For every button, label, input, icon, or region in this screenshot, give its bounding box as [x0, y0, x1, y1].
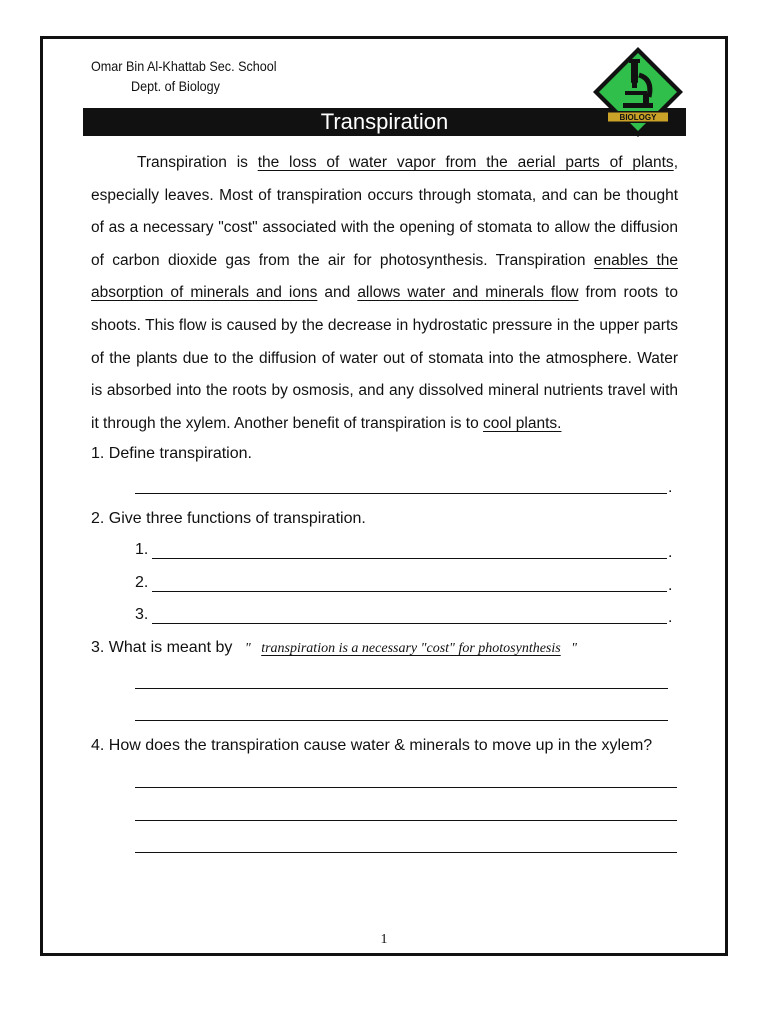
- quoted-statement: transpiration is a necessary "cost" for photosynthesis: [261, 641, 561, 656]
- question-2: 2. Give three functions of transpiration.: [91, 510, 366, 527]
- answer-line-q3-2[interactable]: [135, 720, 668, 721]
- question-1: 1. Define transpiration.: [91, 445, 252, 462]
- passage-text: and: [317, 284, 358, 302]
- department-name: Dept. of Biology: [131, 78, 220, 94]
- passage-text: Transpiration is: [137, 154, 258, 171]
- answer-line-q4-3[interactable]: [135, 852, 677, 853]
- function-number-1: 1.: [135, 541, 149, 558]
- line-period: .: [668, 479, 673, 496]
- answer-line-q4-2[interactable]: [135, 820, 677, 821]
- quote-open: ": [244, 641, 251, 656]
- passage-text: from roots to shoots. This flow is caused by the decrease in hydrostatic pressure in the upper parts of the plants due to the diffusion of water out of stomata into the atmosphere. Water is absorbed into the roots by osmosis, and any dissolved mineral nutrients travel with it through the xylem. Another benefit of transpiration is to: [91, 284, 678, 432]
- line-period: .: [668, 609, 673, 626]
- function-number-3: 3.: [135, 606, 149, 623]
- answer-line-q2-3[interactable]: [152, 623, 667, 624]
- question-3: [91, 638, 577, 659]
- answer-line-q2-1[interactable]: [152, 558, 667, 559]
- passage-text: , especially leaves. Most of transpiration occurs through stomata, and can be thought of as a necessary "cost" associated with the opening of stomata to allow the diffusion of carbon dioxide gas from the air for photosynthesis. Transpiration: [91, 154, 678, 269]
- answer-line-q4-1[interactable]: [135, 787, 677, 788]
- reading-passage: [91, 147, 678, 440]
- page-title: Transpiration: [320, 109, 449, 134]
- logo-label: BIOLOGY: [619, 113, 657, 122]
- question-3-prefix: 3. What is meant by: [91, 639, 233, 656]
- question-4: 4. How does the transpiration cause water & minerals to move up in the xylem?: [91, 737, 653, 754]
- quote-close: ": [571, 641, 578, 656]
- biology-logo: [591, 45, 685, 139]
- school-name: Omar Bin Al-Khattab Sec. School: [91, 58, 277, 74]
- line-period: .: [668, 577, 673, 594]
- line-period: .: [668, 544, 673, 561]
- passage-underline-cool: cool plants.: [483, 414, 562, 432]
- function-number-2: 2.: [135, 574, 149, 591]
- passage-underline-flow: allows water and minerals flow: [357, 284, 579, 302]
- passage-underline-definition: the loss of water vapor from the aerial parts of plants: [257, 154, 674, 171]
- page-number: 1: [380, 932, 388, 947]
- answer-line-q3-1[interactable]: [135, 688, 668, 689]
- answer-line-q1[interactable]: [135, 493, 667, 494]
- passage-underline-absorption: enables the absorption of minerals and ions: [91, 251, 678, 302]
- answer-line-q2-2[interactable]: [152, 591, 667, 592]
